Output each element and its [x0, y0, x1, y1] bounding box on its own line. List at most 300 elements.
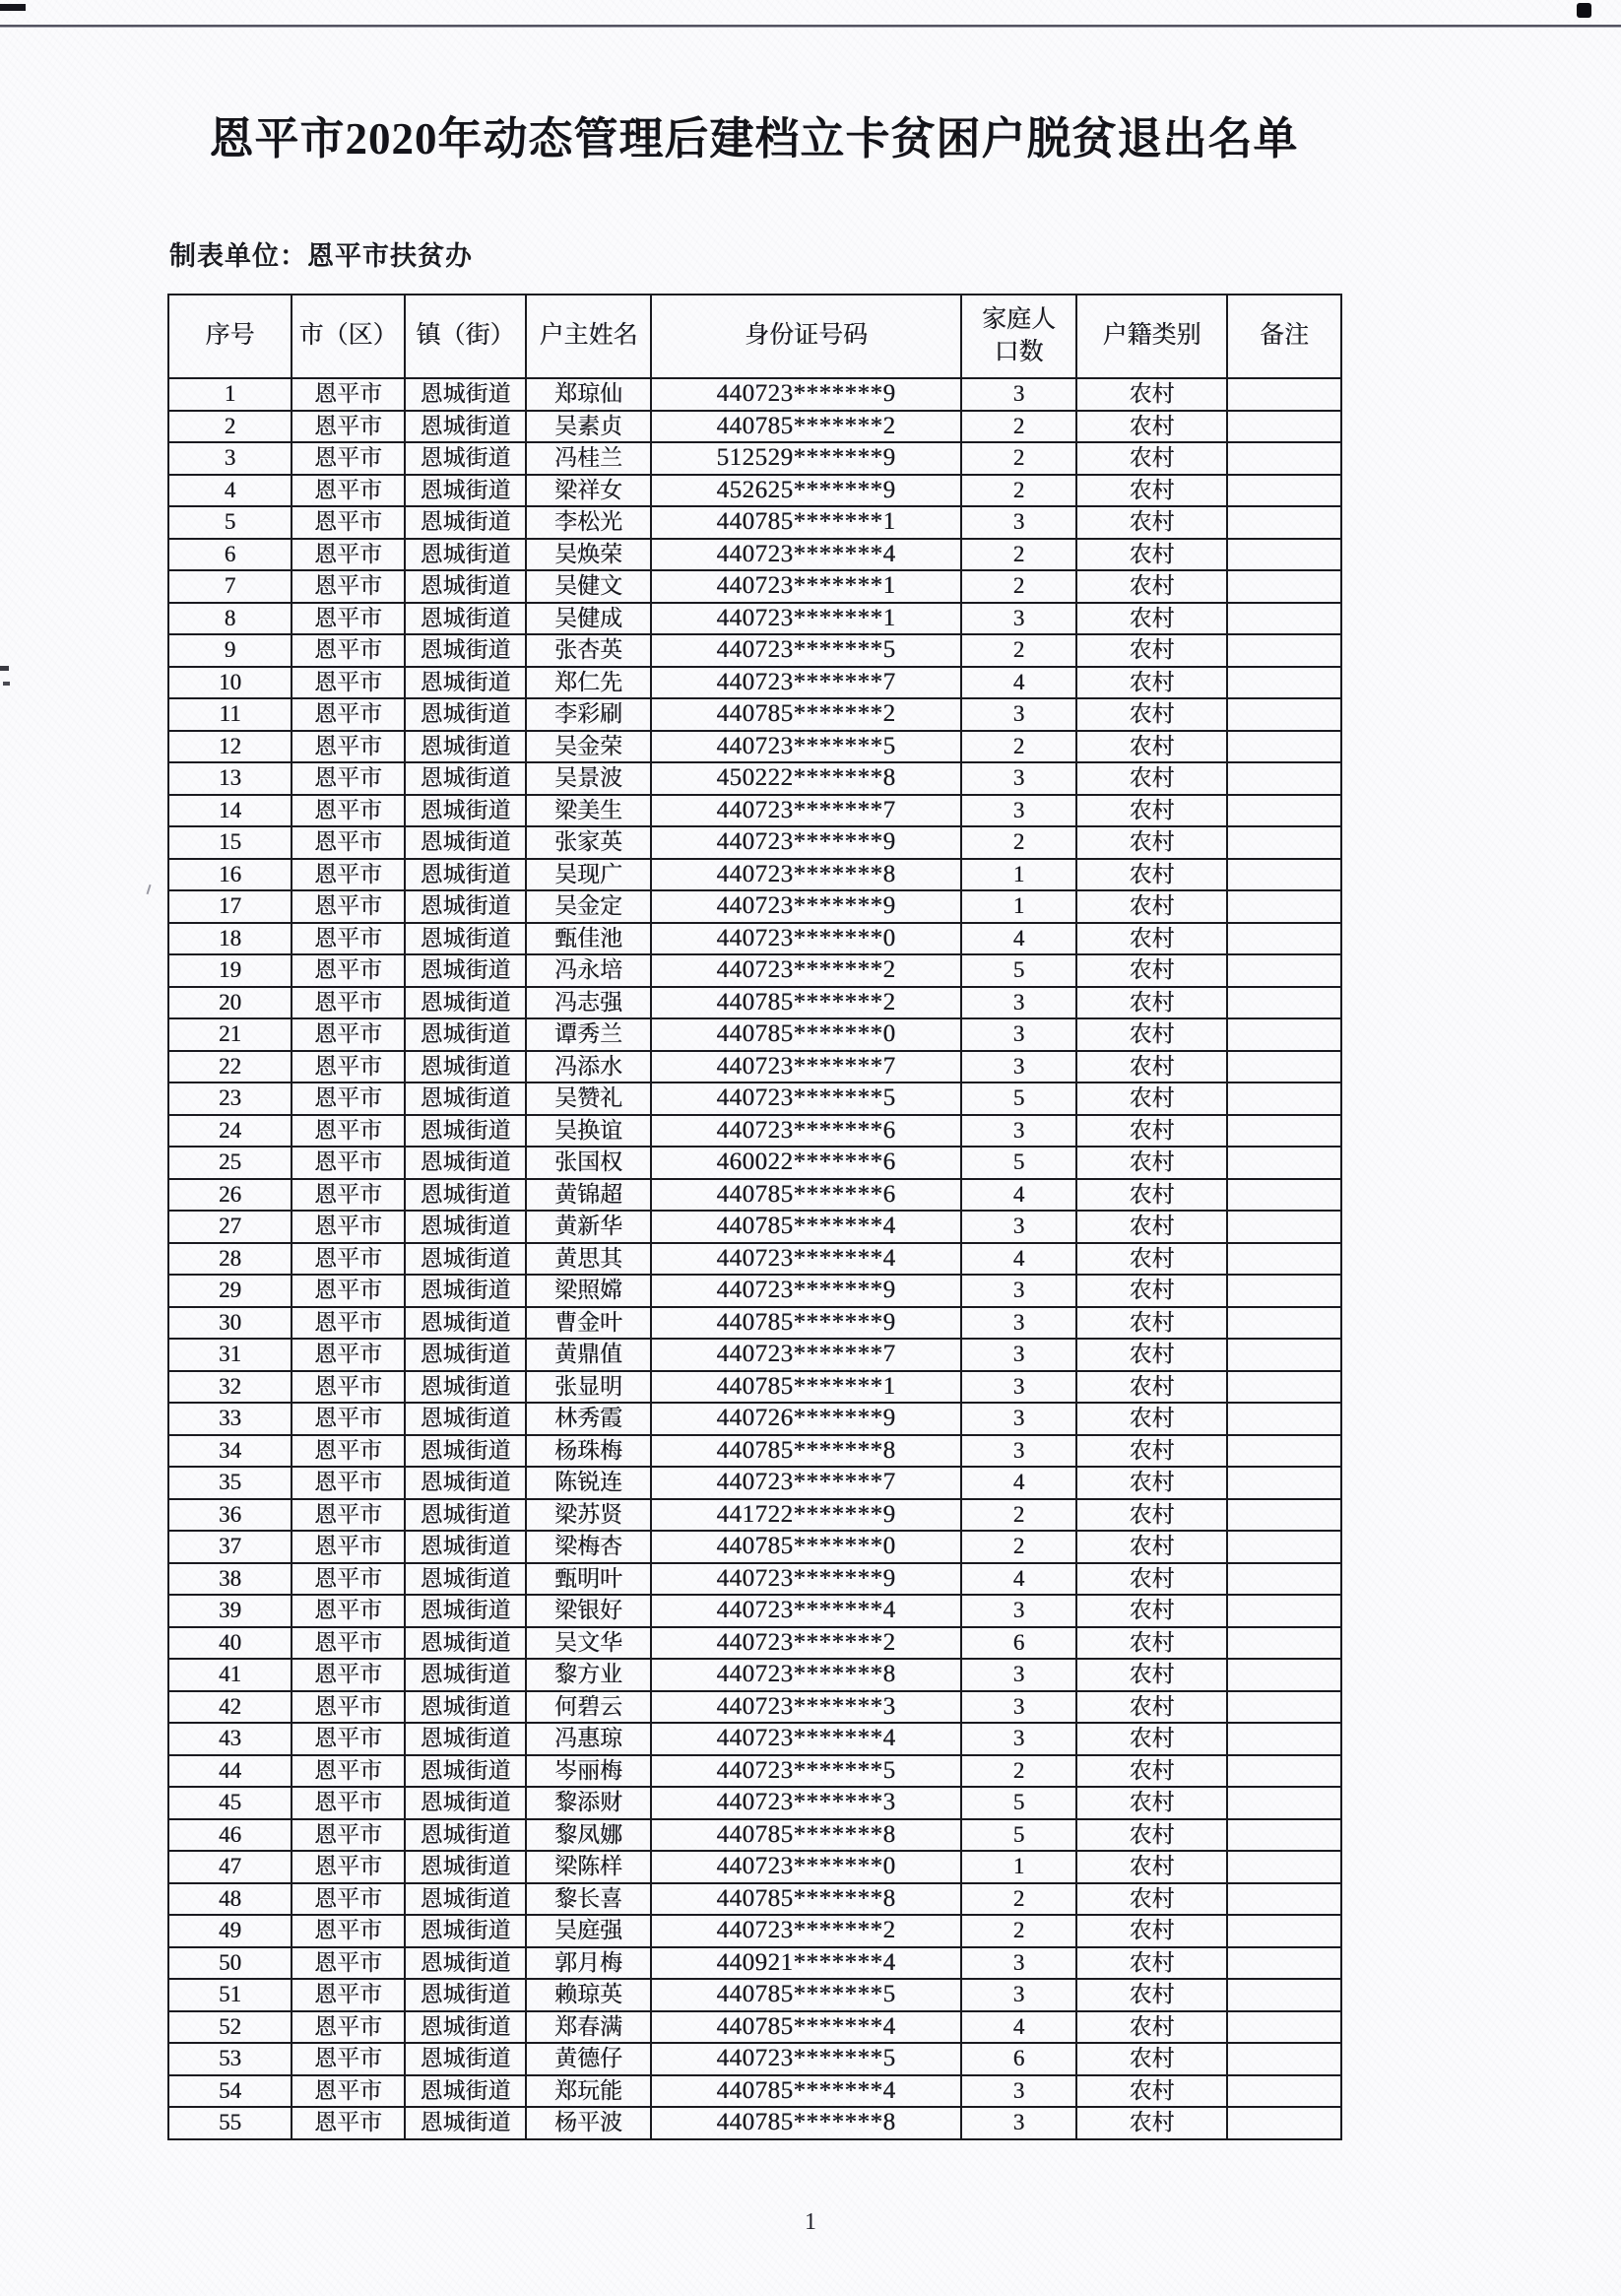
- cell-remark: [1227, 1755, 1341, 1788]
- cell-family-size: 1: [961, 1851, 1076, 1883]
- table-row: [168, 826, 1341, 859]
- cell-registration-type: 农村: [1076, 1275, 1227, 1307]
- cell-family-size: 3: [961, 1947, 1076, 1980]
- table-row: [168, 570, 1341, 603]
- cell-registration-type: 农村: [1076, 1755, 1227, 1788]
- cell-family-size: 3: [961, 1979, 1076, 2011]
- table-row: [168, 1851, 1341, 1883]
- cell-city: 恩平市: [292, 1467, 405, 1499]
- cell-registration-type: 农村: [1076, 1435, 1227, 1468]
- cell-city: 恩平市: [292, 954, 405, 987]
- cell-seq: 10: [168, 667, 292, 699]
- cell-id-number: 440785*******2: [651, 698, 961, 731]
- cell-head-name: 李彩刷: [526, 698, 651, 731]
- cell-id-number: 440723*******8: [651, 859, 961, 891]
- cell-id-number: 440726*******9: [651, 1403, 961, 1435]
- table-row: [168, 1339, 1341, 1371]
- table-row: [168, 1179, 1341, 1212]
- cell-seq: 2: [168, 411, 292, 443]
- cell-remark: [1227, 2107, 1341, 2139]
- cell-town: 恩城街道: [405, 667, 526, 699]
- cell-city: 恩平市: [292, 2075, 405, 2108]
- cell-seq: 49: [168, 1915, 292, 1947]
- cell-seq: 5: [168, 506, 292, 539]
- cell-head-name: 谭秀兰: [526, 1018, 651, 1051]
- table-header: [168, 295, 1341, 378]
- cell-head-name: 黎凤娜: [526, 1819, 651, 1852]
- cell-family-size: 3: [961, 1307, 1076, 1340]
- cell-town: 恩城街道: [405, 475, 526, 507]
- table-row: [168, 1371, 1341, 1404]
- cell-head-name: 郑玩能: [526, 2075, 651, 2108]
- cell-family-size: 6: [961, 2043, 1076, 2075]
- cell-remark: [1227, 1307, 1341, 1340]
- cell-remark: [1227, 795, 1341, 827]
- table-row: [168, 2107, 1341, 2139]
- cell-registration-type: 农村: [1076, 795, 1227, 827]
- cell-city: 恩平市: [292, 1787, 405, 1819]
- cell-registration-type: 农村: [1076, 1819, 1227, 1852]
- cell-family-size: 6: [961, 1627, 1076, 1660]
- cell-city: 恩平市: [292, 890, 405, 923]
- cell-registration-type: 农村: [1076, 506, 1227, 539]
- cell-town: 恩城街道: [405, 1467, 526, 1499]
- roster-table: [167, 294, 1342, 2140]
- cell-id-number: 512529*******9: [651, 442, 961, 475]
- cell-head-name: 张杏英: [526, 634, 651, 667]
- cell-id-number: 440723*******3: [651, 1787, 961, 1819]
- cell-head-name: 吴焕荣: [526, 539, 651, 571]
- cell-id-number: 440723*******7: [651, 795, 961, 827]
- cell-remark: [1227, 1819, 1341, 1852]
- cell-city: 恩平市: [292, 411, 405, 443]
- cell-remark: [1227, 1851, 1341, 1883]
- cell-city: 恩平市: [292, 634, 405, 667]
- cell-head-name: 张国权: [526, 1147, 651, 1179]
- cell-family-size: 2: [961, 570, 1076, 603]
- cell-city: 恩平市: [292, 1115, 405, 1148]
- cell-head-name: 郭月梅: [526, 1947, 651, 1980]
- cell-town: 恩城街道: [405, 1723, 526, 1755]
- table-row: [168, 1691, 1341, 1724]
- column-header: 户籍类别: [1076, 295, 1227, 378]
- cell-head-name: 冯惠琼: [526, 1723, 651, 1755]
- cell-remark: [1227, 1018, 1341, 1051]
- cell-town: 恩城街道: [405, 1147, 526, 1179]
- cell-head-name: 吴景波: [526, 762, 651, 795]
- cell-registration-type: 农村: [1076, 1627, 1227, 1660]
- cell-city: 恩平市: [292, 1691, 405, 1724]
- cell-town: 恩城街道: [405, 1371, 526, 1404]
- table-row: [168, 506, 1341, 539]
- cell-city: 恩平市: [292, 1851, 405, 1883]
- table-row: [168, 1467, 1341, 1499]
- cell-registration-type: 农村: [1076, 1787, 1227, 1819]
- cell-head-name: 冯桂兰: [526, 442, 651, 475]
- cell-id-number: 440723*******2: [651, 1915, 961, 1947]
- cell-remark: [1227, 570, 1341, 603]
- cell-family-size: 5: [961, 1082, 1076, 1115]
- cell-family-size: 2: [961, 731, 1076, 763]
- cell-town: 恩城街道: [405, 2043, 526, 2075]
- cell-registration-type: 农村: [1076, 539, 1227, 571]
- cell-family-size: 5: [961, 1147, 1076, 1179]
- cell-registration-type: 农村: [1076, 1499, 1227, 1532]
- cell-city: 恩平市: [292, 1755, 405, 1788]
- cell-city: 恩平市: [292, 1947, 405, 1980]
- cell-city: 恩平市: [292, 1563, 405, 1596]
- cell-registration-type: 农村: [1076, 411, 1227, 443]
- cell-head-name: 郑琼仙: [526, 378, 651, 411]
- cell-city: 恩平市: [292, 826, 405, 859]
- cell-registration-type: 农村: [1076, 731, 1227, 763]
- cell-remark: [1227, 1691, 1341, 1724]
- cell-city: 恩平市: [292, 1595, 405, 1627]
- cell-registration-type: 农村: [1076, 1947, 1227, 1980]
- cell-seq: 36: [168, 1499, 292, 1532]
- cell-head-name: 梁祥女: [526, 475, 651, 507]
- cell-seq: 13: [168, 762, 292, 795]
- cell-town: 恩城街道: [405, 698, 526, 731]
- cell-family-size: 4: [961, 1243, 1076, 1276]
- table-row: [168, 1627, 1341, 1660]
- cell-seq: 12: [168, 731, 292, 763]
- cell-family-size: 4: [961, 1467, 1076, 1499]
- cell-id-number: 440785*******8: [651, 1883, 961, 1916]
- table-row: [168, 731, 1341, 763]
- table-row: [168, 1147, 1341, 1179]
- cell-town: 恩城街道: [405, 826, 526, 859]
- cell-registration-type: 农村: [1076, 762, 1227, 795]
- cell-head-name: 吴素贞: [526, 411, 651, 443]
- cell-town: 恩城街道: [405, 1787, 526, 1819]
- column-header: 家庭人口数: [961, 295, 1076, 378]
- cell-remark: [1227, 1883, 1341, 1916]
- cell-town: 恩城街道: [405, 1339, 526, 1371]
- cell-town: 恩城街道: [405, 1691, 526, 1724]
- cell-remark: [1227, 954, 1341, 987]
- cell-id-number: 440723*******3: [651, 1691, 961, 1724]
- cell-family-size: 3: [961, 1435, 1076, 1468]
- cell-id-number: 440723*******4: [651, 539, 961, 571]
- cell-head-name: 黄德仔: [526, 2043, 651, 2075]
- cell-remark: [1227, 1531, 1341, 1563]
- cell-town: 恩城街道: [405, 1851, 526, 1883]
- scan-artifact: [147, 885, 152, 894]
- cell-seq: 40: [168, 1627, 292, 1660]
- cell-town: 恩城街道: [405, 1755, 526, 1788]
- cell-city: 恩平市: [292, 731, 405, 763]
- table-row: [168, 1979, 1341, 2011]
- table-row: [168, 1883, 1341, 1916]
- cell-seq: 15: [168, 826, 292, 859]
- cell-remark: [1227, 731, 1341, 763]
- cell-seq: 22: [168, 1051, 292, 1083]
- table-row: [168, 1051, 1341, 1083]
- cell-town: 恩城街道: [405, 634, 526, 667]
- cell-seq: 27: [168, 1211, 292, 1243]
- cell-family-size: 2: [961, 1915, 1076, 1947]
- cell-remark: [1227, 1467, 1341, 1499]
- cell-seq: 4: [168, 475, 292, 507]
- cell-id-number: 440723*******2: [651, 1627, 961, 1660]
- cell-registration-type: 农村: [1076, 1051, 1227, 1083]
- cell-family-size: 2: [961, 826, 1076, 859]
- cell-city: 恩平市: [292, 1051, 405, 1083]
- cell-family-size: 2: [961, 1499, 1076, 1532]
- cell-head-name: 吴金荣: [526, 731, 651, 763]
- cell-head-name: 黎长喜: [526, 1883, 651, 1916]
- cell-id-number: 440723*******4: [651, 1243, 961, 1276]
- cell-head-name: 冯永培: [526, 954, 651, 987]
- cell-registration-type: 农村: [1076, 1307, 1227, 1340]
- cell-head-name: 曹金叶: [526, 1307, 651, 1340]
- cell-seq: 30: [168, 1307, 292, 1340]
- cell-city: 恩平市: [292, 1371, 405, 1404]
- cell-town: 恩城街道: [405, 1659, 526, 1691]
- cell-city: 恩平市: [292, 1243, 405, 1276]
- cell-seq: 37: [168, 1531, 292, 1563]
- cell-family-size: 3: [961, 506, 1076, 539]
- scan-artifact: [0, 666, 9, 671]
- cell-head-name: 郑仁先: [526, 667, 651, 699]
- cell-head-name: 何碧云: [526, 1691, 651, 1724]
- cell-registration-type: 农村: [1076, 634, 1227, 667]
- cell-city: 恩平市: [292, 1403, 405, 1435]
- cell-remark: [1227, 890, 1341, 923]
- cell-id-number: 460022*******6: [651, 1147, 961, 1179]
- cell-registration-type: 农村: [1076, 1851, 1227, 1883]
- cell-id-number: 440785*******1: [651, 506, 961, 539]
- column-header: 户主姓名: [526, 295, 651, 378]
- cell-seq: 14: [168, 795, 292, 827]
- cell-id-number: 440785*******2: [651, 987, 961, 1019]
- cell-head-name: 郑春满: [526, 2011, 651, 2044]
- cell-town: 恩城街道: [405, 1082, 526, 1115]
- cell-registration-type: 农村: [1076, 1531, 1227, 1563]
- cell-seq: 55: [168, 2107, 292, 2139]
- cell-id-number: 440723*******1: [651, 570, 961, 603]
- cell-family-size: 4: [961, 2011, 1076, 2044]
- table-row: [168, 1307, 1341, 1340]
- cell-seq: 31: [168, 1339, 292, 1371]
- cell-remark: [1227, 2011, 1341, 2044]
- cell-id-number: 440723*******4: [651, 1723, 961, 1755]
- cell-id-number: 440723*******9: [651, 1275, 961, 1307]
- cell-registration-type: 农村: [1076, 1915, 1227, 1947]
- table-row: [168, 411, 1341, 443]
- cell-registration-type: 农村: [1076, 987, 1227, 1019]
- table-row: [168, 1018, 1341, 1051]
- table-row: [168, 539, 1341, 571]
- cell-registration-type: 农村: [1076, 859, 1227, 891]
- cell-remark: [1227, 1403, 1341, 1435]
- cell-head-name: 黄新华: [526, 1211, 651, 1243]
- cell-family-size: 3: [961, 762, 1076, 795]
- cell-city: 恩平市: [292, 378, 405, 411]
- cell-registration-type: 农村: [1076, 1403, 1227, 1435]
- scan-top-line: [0, 25, 1621, 28]
- cell-seq: 39: [168, 1595, 292, 1627]
- cell-family-size: 3: [961, 1723, 1076, 1755]
- table-row: [168, 954, 1341, 987]
- cell-town: 恩城街道: [405, 1307, 526, 1340]
- cell-family-size: 5: [961, 1787, 1076, 1819]
- cell-remark: [1227, 923, 1341, 955]
- cell-seq: 54: [168, 2075, 292, 2108]
- cell-seq: 7: [168, 570, 292, 603]
- cell-town: 恩城街道: [405, 506, 526, 539]
- cell-city: 恩平市: [292, 1435, 405, 1468]
- cell-remark: [1227, 2075, 1341, 2108]
- cell-seq: 25: [168, 1147, 292, 1179]
- cell-town: 恩城街道: [405, 1531, 526, 1563]
- cell-remark: [1227, 1595, 1341, 1627]
- cell-remark: [1227, 411, 1341, 443]
- cell-id-number: 440723*******5: [651, 1755, 961, 1788]
- cell-remark: [1227, 1211, 1341, 1243]
- cell-family-size: 2: [961, 411, 1076, 443]
- cell-id-number: 440723*******7: [651, 1467, 961, 1499]
- cell-registration-type: 农村: [1076, 570, 1227, 603]
- cell-seq: 18: [168, 923, 292, 955]
- cell-id-number: 440723*******5: [651, 2043, 961, 2075]
- column-header: 序号: [168, 295, 292, 378]
- cell-registration-type: 农村: [1076, 378, 1227, 411]
- cell-city: 恩平市: [292, 1531, 405, 1563]
- cell-id-number: 440723*******1: [651, 603, 961, 635]
- table-row: [168, 859, 1341, 891]
- cell-id-number: 440785*******1: [651, 1371, 961, 1404]
- cell-head-name: 李松光: [526, 506, 651, 539]
- table-row: [168, 1947, 1341, 1980]
- cell-family-size: 3: [961, 1371, 1076, 1404]
- cell-town: 恩城街道: [405, 1499, 526, 1532]
- cell-family-size: 3: [961, 698, 1076, 731]
- table-row: [168, 603, 1341, 635]
- cell-seq: 16: [168, 859, 292, 891]
- cell-remark: [1227, 539, 1341, 571]
- cell-remark: [1227, 1947, 1341, 1980]
- cell-family-size: 3: [961, 1595, 1076, 1627]
- cell-remark: [1227, 1179, 1341, 1212]
- table-row: [168, 1211, 1341, 1243]
- cell-town: 恩城街道: [405, 2075, 526, 2108]
- cell-family-size: 3: [961, 1659, 1076, 1691]
- cell-city: 恩平市: [292, 859, 405, 891]
- cell-town: 恩城街道: [405, 1275, 526, 1307]
- cell-city: 恩平市: [292, 2107, 405, 2139]
- cell-family-size: 3: [961, 1018, 1076, 1051]
- cell-family-size: 3: [961, 603, 1076, 635]
- cell-remark: [1227, 1115, 1341, 1148]
- cell-registration-type: 农村: [1076, 954, 1227, 987]
- cell-town: 恩城街道: [405, 731, 526, 763]
- cell-head-name: 吴换谊: [526, 1115, 651, 1148]
- cell-town: 恩城街道: [405, 1018, 526, 1051]
- cell-family-size: 2: [961, 475, 1076, 507]
- table-row: [168, 1082, 1341, 1115]
- cell-seq: 47: [168, 1851, 292, 1883]
- cell-city: 恩平市: [292, 2011, 405, 2044]
- cell-remark: [1227, 1723, 1341, 1755]
- cell-city: 恩平市: [292, 1179, 405, 1212]
- cell-remark: [1227, 506, 1341, 539]
- table-row: [168, 795, 1341, 827]
- cell-id-number: 440785*******9: [651, 1307, 961, 1340]
- cell-id-number: 440723*******0: [651, 923, 961, 955]
- table-row: [168, 762, 1341, 795]
- cell-head-name: 梁陈样: [526, 1851, 651, 1883]
- cell-head-name: 张家英: [526, 826, 651, 859]
- cell-head-name: 黄锦超: [526, 1179, 651, 1212]
- column-header: 身份证号码: [651, 295, 961, 378]
- table-row: [168, 1115, 1341, 1148]
- cell-seq: 46: [168, 1819, 292, 1852]
- cell-family-size: 3: [961, 2107, 1076, 2139]
- cell-family-size: 3: [961, 1403, 1076, 1435]
- cell-head-name: 吴健文: [526, 570, 651, 603]
- cell-head-name: 黄鼎值: [526, 1339, 651, 1371]
- cell-head-name: 梁照嫦: [526, 1275, 651, 1307]
- cell-head-name: 林秀霞: [526, 1403, 651, 1435]
- cell-head-name: 梁银好: [526, 1595, 651, 1627]
- cell-remark: [1227, 1147, 1341, 1179]
- cell-id-number: 440723*******6: [651, 1115, 961, 1148]
- cell-seq: 45: [168, 1787, 292, 1819]
- cell-seq: 26: [168, 1179, 292, 1212]
- cell-family-size: 1: [961, 859, 1076, 891]
- cell-family-size: 2: [961, 442, 1076, 475]
- cell-seq: 1: [168, 378, 292, 411]
- cell-remark: [1227, 1979, 1341, 2011]
- cell-seq: 43: [168, 1723, 292, 1755]
- cell-seq: 41: [168, 1659, 292, 1691]
- cell-city: 恩平市: [292, 1499, 405, 1532]
- table-row: [168, 923, 1341, 955]
- cell-head-name: 吴现广: [526, 859, 651, 891]
- cell-seq: 32: [168, 1371, 292, 1404]
- cell-city: 恩平市: [292, 667, 405, 699]
- cell-registration-type: 农村: [1076, 1243, 1227, 1276]
- cell-town: 恩城街道: [405, 1563, 526, 1596]
- cell-city: 恩平市: [292, 1211, 405, 1243]
- cell-town: 恩城街道: [405, 1979, 526, 2011]
- cell-seq: 11: [168, 698, 292, 731]
- cell-city: 恩平市: [292, 539, 405, 571]
- cell-registration-type: 农村: [1076, 1371, 1227, 1404]
- cell-seq: 6: [168, 539, 292, 571]
- cell-head-name: 黄思其: [526, 1243, 651, 1276]
- scan-artifact: [3, 682, 10, 686]
- page-number: 1: [805, 2209, 816, 2235]
- cell-remark: [1227, 2043, 1341, 2075]
- cell-registration-type: 农村: [1076, 667, 1227, 699]
- cell-city: 恩平市: [292, 1307, 405, 1340]
- cell-head-name: 吴金定: [526, 890, 651, 923]
- table-row: [168, 475, 1341, 507]
- cell-remark: [1227, 1275, 1341, 1307]
- cell-town: 恩城街道: [405, 1403, 526, 1435]
- cell-remark: [1227, 1499, 1341, 1532]
- column-header: 备注: [1227, 295, 1341, 378]
- cell-city: 恩平市: [292, 1819, 405, 1852]
- cell-registration-type: 农村: [1076, 698, 1227, 731]
- table-row: [168, 2043, 1341, 2075]
- cell-town: 恩城街道: [405, 859, 526, 891]
- cell-registration-type: 农村: [1076, 1691, 1227, 1724]
- table-row: [168, 1787, 1341, 1819]
